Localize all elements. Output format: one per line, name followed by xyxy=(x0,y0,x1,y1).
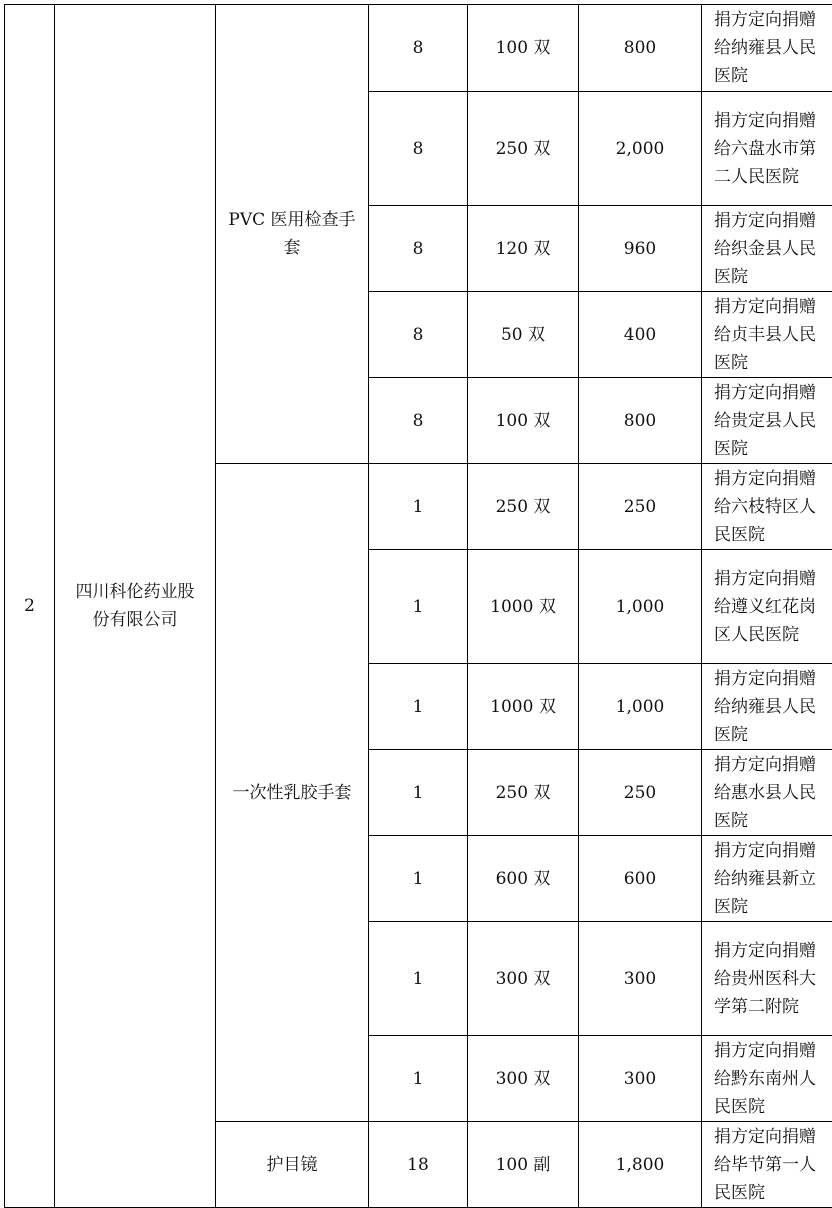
price-cell: 8 xyxy=(369,378,468,464)
note-cell: 捐方定向捐赠给黔东南州人民医院 xyxy=(702,1036,832,1122)
note-cell: 捐方定向捐赠给纳雍县人民医院 xyxy=(702,664,832,750)
price-cell: 8 xyxy=(369,5,468,92)
note-cell: 捐方定向捐赠给遵义红花岗区人民医院 xyxy=(702,550,832,664)
amount-cell: 400 xyxy=(579,292,702,378)
amount-cell: 1,000 xyxy=(579,664,702,750)
quantity-cell: 250 双 xyxy=(468,750,579,836)
price-cell: 1 xyxy=(369,464,468,550)
amount-cell: 800 xyxy=(579,5,702,92)
amount-cell: 250 xyxy=(579,750,702,836)
donation-table xyxy=(4,4,832,1208)
price-cell: 1 xyxy=(369,750,468,836)
note-cell: 捐方定向捐赠给纳雍县人民医院 xyxy=(702,5,832,92)
price-cell: 18 xyxy=(369,1122,468,1208)
amount-cell: 2,000 xyxy=(579,92,702,206)
note-cell: 捐方定向捐赠给贵定县人民医院 xyxy=(702,378,832,464)
quantity-cell: 300 双 xyxy=(468,922,579,1036)
note-cell: 捐方定向捐赠给织金县人民医院 xyxy=(702,206,832,292)
amount-cell: 960 xyxy=(579,206,702,292)
amount-cell: 600 xyxy=(579,836,702,922)
price-cell: 1 xyxy=(369,922,468,1036)
quantity-cell: 100 双 xyxy=(468,5,579,92)
quantity-cell: 50 双 xyxy=(468,292,579,378)
note-cell: 捐方定向捐赠给毕节第一人民医院 xyxy=(702,1122,832,1208)
amount-cell: 800 xyxy=(579,378,702,464)
product-name-cell: PVC 医用检查手套 xyxy=(216,5,369,464)
note-cell: 捐方定向捐赠给六盘水市第二人民医院 xyxy=(702,92,832,206)
company-cell: 四川科伦药业股份有限公司 xyxy=(55,5,216,1208)
price-cell: 1 xyxy=(369,664,468,750)
note-cell: 捐方定向捐赠给贵州医科大学第二附院 xyxy=(702,922,832,1036)
table-row xyxy=(5,5,832,92)
amount-cell: 1,000 xyxy=(579,550,702,664)
price-cell: 8 xyxy=(369,292,468,378)
quantity-cell: 100 副 xyxy=(468,1122,579,1208)
product-name-cell: 护目镜 xyxy=(216,1122,369,1208)
price-cell: 1 xyxy=(369,836,468,922)
quantity-cell: 100 双 xyxy=(468,378,579,464)
quantity-cell: 300 双 xyxy=(468,1036,579,1122)
amount-cell: 250 xyxy=(579,464,702,550)
quantity-cell: 1000 双 xyxy=(468,550,579,664)
quantity-cell: 600 双 xyxy=(468,836,579,922)
amount-cell: 1,800 xyxy=(579,1122,702,1208)
amount-cell: 300 xyxy=(579,1036,702,1122)
note-cell: 捐方定向捐赠给惠水县人民医院 xyxy=(702,750,832,836)
quantity-cell: 120 双 xyxy=(468,206,579,292)
row-index-cell: 2 xyxy=(5,5,55,1208)
price-cell: 1 xyxy=(369,1036,468,1122)
quantity-cell: 250 双 xyxy=(468,464,579,550)
quantity-cell: 250 双 xyxy=(468,92,579,206)
note-cell: 捐方定向捐赠给纳雍县新立医院 xyxy=(702,836,832,922)
price-cell: 1 xyxy=(369,550,468,664)
note-cell: 捐方定向捐赠给六枝特区人民医院 xyxy=(702,464,832,550)
amount-cell: 300 xyxy=(579,922,702,1036)
note-cell: 捐方定向捐赠给贞丰县人民医院 xyxy=(702,292,832,378)
product-name-cell: 一次性乳胶手套 xyxy=(216,464,369,1122)
quantity-cell: 1000 双 xyxy=(468,664,579,750)
price-cell: 8 xyxy=(369,92,468,206)
price-cell: 8 xyxy=(369,206,468,292)
